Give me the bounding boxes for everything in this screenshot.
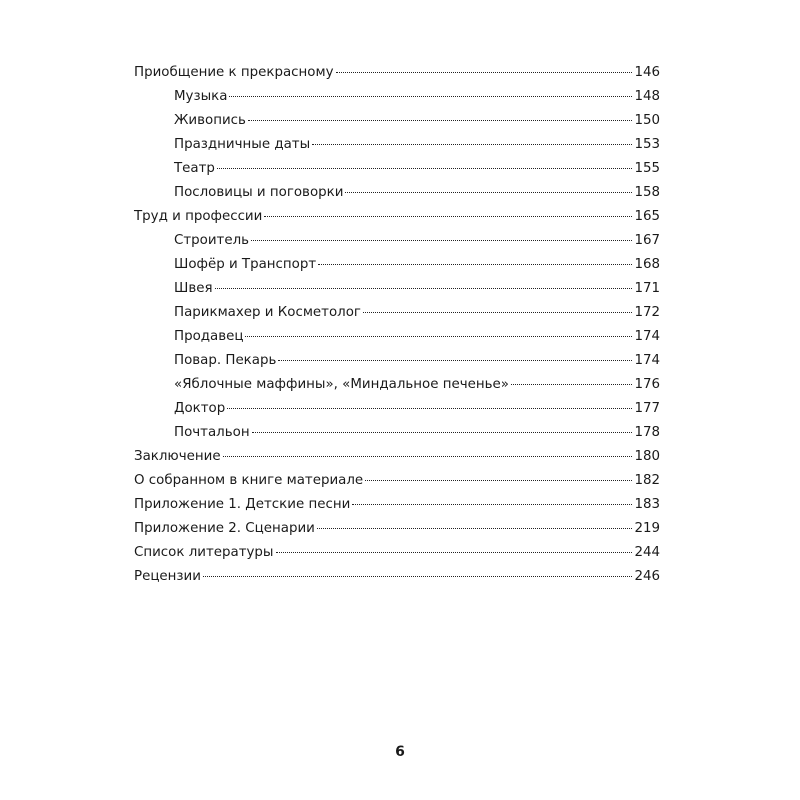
toc-entry-title: Труд и профессии (134, 209, 263, 224)
toc-entry (134, 277, 660, 301)
toc-entry-title: Строитель (174, 233, 250, 248)
toc-entry-title: Продавец (174, 329, 244, 344)
toc-entry-page: 168 (634, 257, 660, 272)
dot-leader (278, 360, 632, 361)
toc-entry (134, 445, 660, 469)
dot-leader (217, 168, 633, 169)
dot-leader (203, 576, 632, 577)
toc-entry-title: Театр (174, 161, 215, 176)
toc-entry-page: 155 (634, 161, 660, 176)
dot-leader (511, 384, 632, 385)
toc-entry-page: 176 (634, 377, 660, 392)
toc-entry (134, 517, 660, 541)
dot-leader (252, 432, 633, 433)
dot-leader (248, 120, 633, 121)
toc-entry-title: Музыка (174, 89, 228, 104)
toc-entry-title: Парикмахер и Косметолог (174, 305, 361, 320)
toc-entry-page: 150 (634, 113, 660, 128)
toc-entry-page: 172 (634, 305, 660, 320)
toc-entry (134, 421, 660, 445)
dot-leader (223, 456, 633, 457)
toc-entry-title: Доктор (174, 401, 226, 416)
dot-leader (215, 288, 633, 289)
toc-entry (134, 565, 660, 589)
toc-entry-title: Почтальон (174, 425, 250, 440)
toc-entry-title: Приложение 2. Сценарии (134, 521, 315, 536)
toc-entry (134, 157, 660, 181)
dot-leader (312, 144, 632, 145)
toc-entry (134, 469, 660, 493)
toc-entry-title: Повар. Пекарь (174, 353, 277, 368)
dot-leader (264, 216, 632, 217)
toc-entry-title: Приобщение к прекрасному (134, 65, 334, 80)
toc-entry (134, 493, 660, 517)
toc-entry-page: 174 (634, 329, 660, 344)
toc-entry (134, 85, 660, 109)
toc-entry-title: Пословицы и поговорки (174, 185, 344, 200)
dot-leader (227, 408, 632, 409)
toc-entry-page: 165 (634, 209, 660, 224)
dot-leader (229, 96, 632, 97)
toc-entry (134, 181, 660, 205)
dot-leader (363, 312, 633, 313)
toc-entry-page: 158 (634, 185, 660, 200)
toc-entry (134, 253, 660, 277)
toc-entry-title: «Яблочные маффины», «Миндальное печенье» (174, 377, 509, 392)
page-number: 6 (395, 744, 405, 760)
dot-leader (352, 504, 632, 505)
toc-entry-page: 178 (634, 425, 660, 440)
toc-entry-page: 167 (634, 233, 660, 248)
toc-entry-page: 148 (634, 89, 660, 104)
dot-leader (245, 336, 632, 337)
dot-leader (318, 264, 632, 265)
toc-entry-title: Приложение 1. Детские песни (134, 497, 351, 512)
toc-entry-page: 219 (634, 521, 660, 536)
toc-entry-page: 146 (634, 65, 660, 80)
toc-entry (134, 349, 660, 373)
dot-leader (345, 192, 632, 193)
toc-entry-page: 177 (634, 401, 660, 416)
toc-entry-page: 244 (634, 545, 660, 560)
dot-leader (365, 480, 632, 481)
toc-entry (134, 61, 660, 85)
toc-entry (134, 325, 660, 349)
toc-entry-page: 153 (634, 137, 660, 152)
toc-entry (134, 397, 660, 421)
toc-entry-page: 174 (634, 353, 660, 368)
toc-entry-title: Шофёр и Транспорт (174, 257, 317, 272)
toc-entry (134, 133, 660, 157)
dot-leader (251, 240, 632, 241)
toc-entry-page: 171 (634, 281, 660, 296)
toc-entry (134, 205, 660, 229)
toc-entry-title: Список литературы (134, 545, 274, 560)
toc-entry (134, 229, 660, 253)
dot-leader (317, 528, 633, 529)
toc-entry-title: Праздничные даты (174, 137, 311, 152)
toc-entry (134, 373, 660, 397)
dot-leader (336, 72, 633, 73)
toc-entry-page: 183 (634, 497, 660, 512)
toc-entry-title: Заключение (134, 449, 221, 464)
toc-entry-page: 180 (634, 449, 660, 464)
toc-entry-page: 246 (634, 569, 660, 584)
toc-entry-page: 182 (634, 473, 660, 488)
toc-entry (134, 541, 660, 565)
table-of-contents (134, 61, 660, 589)
toc-entry-title: Живопись (174, 113, 246, 128)
dot-leader (276, 552, 633, 553)
toc-entry-title: Рецензии (134, 569, 201, 584)
toc-entry-title: О собранном в книге материале (134, 473, 364, 488)
toc-entry (134, 301, 660, 325)
toc-entry-title: Швея (174, 281, 213, 296)
toc-entry (134, 109, 660, 133)
